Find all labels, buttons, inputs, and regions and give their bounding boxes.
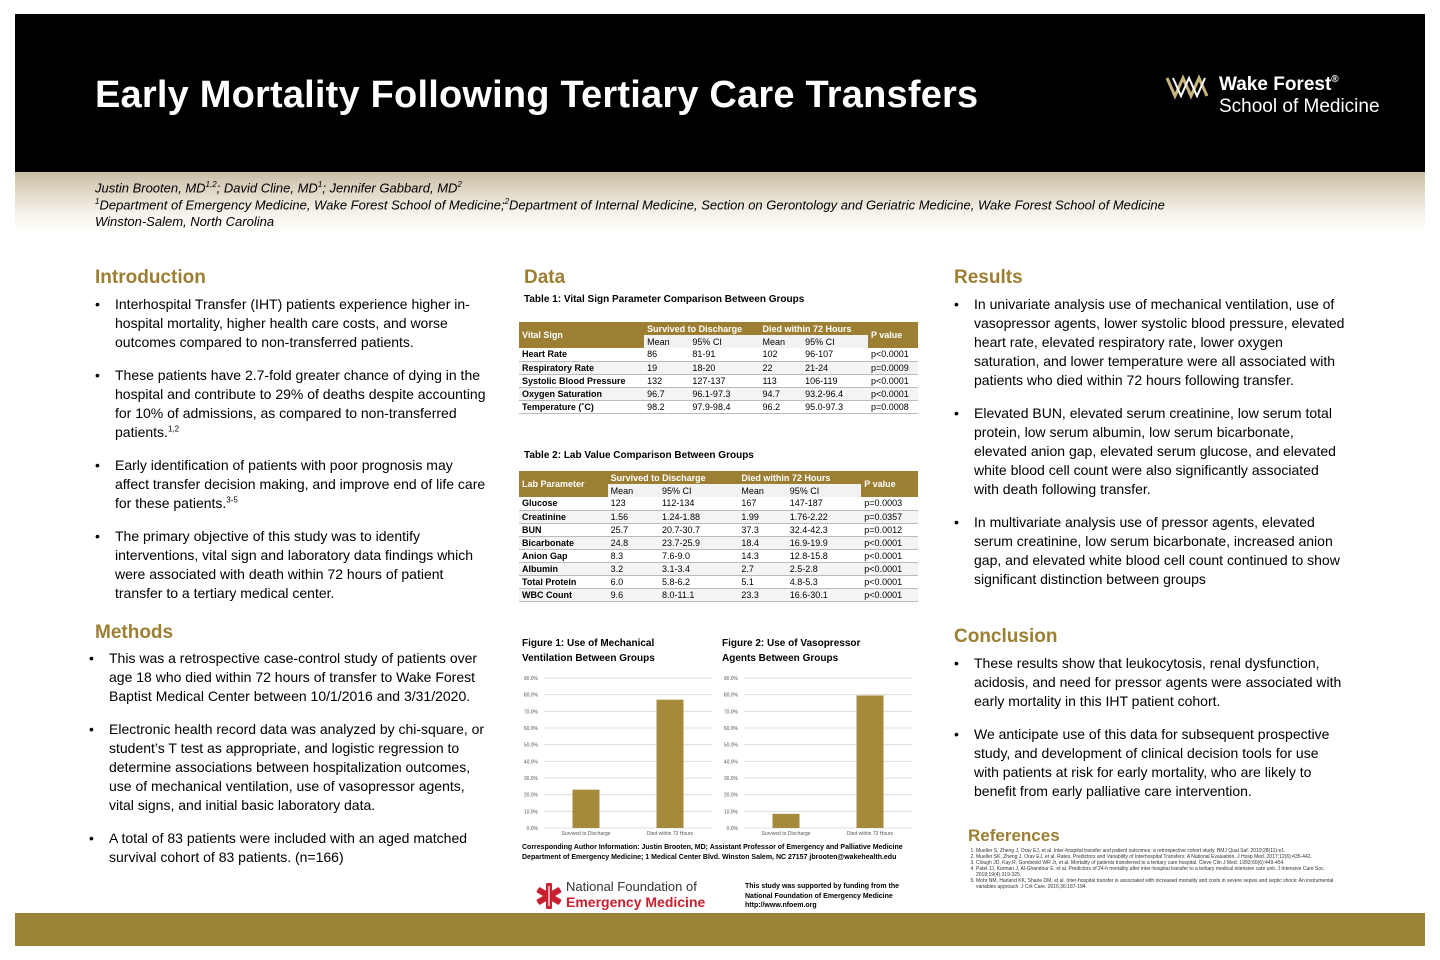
- table-row: [519, 549, 918, 562]
- table-cell: 81-91: [689, 348, 759, 361]
- table-cell: p<0.0001: [868, 387, 918, 400]
- y-tick-label: 20.0%: [723, 792, 738, 799]
- table-cell: 16.9-19.9: [787, 536, 862, 549]
- reference-item: 1. Mueller S, Zheng J, Orav EJ, et al. Inter-hospital transfer and patient outcomes: a retrospective cohort study. BMJ Qual Saf. 2019;28(11):e1.: [976, 848, 1342, 854]
- table-cell: 32.4-42.3: [787, 523, 862, 536]
- table-cell: 96.1-97.3: [689, 387, 759, 400]
- table-cell: 18-20: [689, 361, 759, 374]
- bar: [773, 814, 800, 828]
- affiliations: $^1$Department of Emergency Medicine, Wake Forest School of Medicine;$^2$Department of Internal Medicine, Section on Gerontology and Geriatric Medicine, Wake Forest School of Medicine: [95, 197, 1165, 213]
- table-cell: 8.0-11.1: [659, 588, 738, 601]
- table-group-header: Died within 72 Hours: [759, 322, 867, 335]
- y-tick-label: 10.0%: [523, 809, 538, 816]
- y-tick-label: 90.0%: [523, 676, 538, 682]
- table-row-label: Systolic Blood Pressure: [519, 374, 644, 387]
- methods-bullet: • This was a retrospective case-control study of patients over age 18 who died within 72 hours of transfer to Wake Forest Baptist Medical Center between 10/1/2016 and 3/31/2020.: [89, 649, 490, 706]
- conclusion-bullet: • These results show that leukocytosis, renal dysfunction, acidosis, and need for pressor agents were associated with early mortality in this IHT patient cohort.: [954, 654, 1346, 711]
- figure1-caption: Figure 1: Use of Mechanical Ventilation Between Groups: [522, 638, 655, 664]
- author-affiliation-number: 1,2: [205, 180, 217, 189]
- data-heading: Data: [524, 267, 566, 288]
- table-row: [519, 523, 918, 536]
- table-row: [519, 348, 918, 361]
- author-name: Jennifer Gabbard, MD: [329, 180, 458, 196]
- table-cell: p<0.0001: [861, 588, 918, 601]
- table-row: [519, 510, 918, 523]
- table-cell: 86: [644, 348, 689, 361]
- table-cell: 1.56: [608, 510, 659, 523]
- x-category-label: Survived to Discharge: [761, 831, 811, 837]
- author-band: [15, 172, 1425, 235]
- table-cell: 7.6-9.0: [659, 549, 738, 562]
- introduction-bullet: [95, 295, 490, 352]
- methods-bullet: • Electronic health record data was analyzed by chi-square, or student’s T test as appropriate, and logistic regression to determine associations between hospitalization outcomes, use of mechanical ventilation, use of vasopressor agents, vital signs, and initial basic laboratory data.: [89, 720, 490, 815]
- y-tick-label: 30.0%: [723, 776, 738, 782]
- table-row-label: Respiratory Rate: [519, 361, 644, 374]
- table-group-header: Survived to Discharge: [644, 322, 759, 335]
- y-tick-label: 90.0%: [723, 676, 738, 682]
- y-tick-label: 0.0%: [726, 826, 738, 832]
- y-tick-label: 40.0%: [723, 759, 738, 766]
- reference-item: 4. Patel JJ, Kurman J, Al-Ghandour E, et al. Predictors of 24-h mortality after inter-hospital transfer to a tertiary medical intensive care unit. J Intensive Care Soc. 2018;19(4):319-325.: [976, 866, 1342, 878]
- table-row: [519, 400, 918, 413]
- table-cell: 3.2: [608, 562, 659, 575]
- table-cell: 25.7: [608, 523, 659, 536]
- bar: [857, 696, 884, 829]
- poster-footer: [15, 913, 1425, 946]
- table-row-label: Albumin: [519, 562, 608, 575]
- results-bullet: • In univariate analysis use of mechanical ventilation, use of vasopressor agents, lower systolic blood pressure, elevated heart rate, elevated respiratory rate, lower oxygen saturation, and lower temperature were all associated with patients who died within 72 hours following transfer.: [954, 295, 1346, 390]
- table-cell: 6.0: [608, 575, 659, 588]
- bar: [573, 790, 600, 828]
- table-cell: 106-119: [802, 374, 868, 387]
- bullet-text: These patients have 2.7-fold greater chance of dying in the hospital and contribute to 29% of deaths despite accounting for 10% of admissions, as compared to non-transferred patients.: [115, 367, 486, 440]
- table-cell: 132: [644, 374, 689, 387]
- table-cell: p=0.0003: [861, 497, 918, 510]
- table-cell: 167: [738, 497, 786, 510]
- corresponding-author: Corresponding Author Information: Justin Brooten, MD; Assistant Professor of Emergency and Palliative Medicine Department of Emergency Medicine; 1 Medical Center Blvd. Winston Salem, NC 27157 jbrooten@wakehealth.edu: [522, 844, 903, 861]
- table-cell: 8.3: [608, 549, 659, 562]
- methods-list: [89, 649, 490, 867]
- references-section: [962, 848, 1342, 890]
- table-cell: 113: [759, 374, 802, 387]
- bullet-text: Early identification of patients with poor prognosis may affect transfer decision making, and improve end of life care for these patients.: [115, 457, 486, 511]
- table-cell: 2.5-2.8: [787, 562, 862, 575]
- conclusion-section: [954, 654, 1346, 815]
- y-tick-label: 40.0%: [523, 759, 538, 766]
- y-tick-label: 50.0%: [723, 742, 738, 749]
- table-row: [519, 536, 918, 549]
- table-cell: p<0.0001: [861, 562, 918, 575]
- table-row-label: Heart Rate: [519, 348, 644, 361]
- table-row-label: Anion Gap: [519, 549, 608, 562]
- lab-value-table: [519, 471, 918, 602]
- y-tick-label: 70.0%: [523, 709, 538, 716]
- table-row-label: BUN: [519, 523, 608, 536]
- table-cell: 5.8-6.2: [659, 575, 738, 588]
- table-cell: 2.7: [738, 562, 786, 575]
- table-pvalue-header: P value: [861, 471, 918, 497]
- y-tick-label: 80.0%: [723, 692, 738, 699]
- table-row: [519, 387, 918, 400]
- table-first-column-header: Lab Parameter: [519, 471, 608, 497]
- table-row: [519, 588, 918, 601]
- table-subheader: 95% CI: [689, 335, 759, 348]
- table-cell: 20.7-30.7: [659, 523, 738, 536]
- table-cell: 112-134: [659, 497, 738, 510]
- table-cell: 96.2: [759, 400, 802, 413]
- table1-caption: Table 1: Vital Sign Parameter Comparison Between Groups: [524, 294, 805, 305]
- results-section: [954, 295, 1346, 603]
- introduction-bullet: [95, 527, 490, 603]
- table-row: [519, 497, 918, 510]
- table-row-label: Total Protein: [519, 575, 608, 588]
- funding-note: This study was supported by funding from the National Foundation of Emergency Medicine http://www.nfoem.org: [745, 883, 900, 909]
- table-cell: 18.4: [738, 536, 786, 549]
- citation-superscript: 3-5: [226, 495, 238, 505]
- x-category-label: Died within 72 Hours: [646, 831, 694, 837]
- y-tick-label: 60.0%: [523, 726, 538, 732]
- vasopressor-bar-chart: [716, 670, 916, 842]
- conclusion-heading: Conclusion: [954, 626, 1058, 647]
- conclusion-list: [954, 654, 1346, 801]
- introduction-section: [95, 295, 490, 617]
- star-of-life-icon: [536, 881, 562, 911]
- methods-section: [89, 649, 490, 881]
- results-bullet: • Elevated BUN, elevated serum creatinine, low serum total protein, low serum albumin, low serum bicarbonate, elevated anion gap, elevated serum glucose, and elevated white blood cell count were also significantly associated with death following transfer.: [954, 404, 1346, 499]
- table-row-label: Glucose: [519, 497, 608, 510]
- table-cell: 96-107: [802, 348, 868, 361]
- table-subheader: Mean: [644, 335, 689, 348]
- introduction-bullet: [95, 456, 490, 513]
- table-pvalue-header: P value: [868, 322, 918, 348]
- table-subheader: 95% CI: [659, 484, 738, 497]
- logo-line-1: Wake Forest®: [1219, 74, 1339, 95]
- vital-sign-table: [519, 322, 918, 414]
- table-group-header: Survived to Discharge: [608, 471, 739, 484]
- table-row-label: Creatinine: [519, 510, 608, 523]
- table-cell: 96.7: [644, 387, 689, 400]
- table-cell: p<0.0001: [861, 575, 918, 588]
- table-row-label: Bicarbonate: [519, 536, 608, 549]
- table-cell: 98.2: [644, 400, 689, 413]
- references-list: [962, 848, 1342, 890]
- table-cell: p<0.0001: [868, 348, 918, 361]
- figure2-caption: Figure 2: Use of Vasopressor Agents Between Groups: [722, 638, 861, 664]
- author-name: David Cline, MD: [223, 180, 318, 196]
- nfem-line-2: Emergency Medicine: [566, 894, 706, 910]
- table-subheader: 95% CI: [787, 484, 862, 497]
- results-bullet: • In multivariate analysis use of pressor agents, elevated serum creatinine, low serum bicarbonate, increased anion gap, and elevated white blood cell count continued to show significant distinction between groups: [954, 513, 1346, 589]
- table-cell: 102: [759, 348, 802, 361]
- ventilation-bar-chart: [516, 670, 716, 842]
- y-tick-label: 0.0%: [526, 826, 538, 832]
- table-subheader: 95% CI: [802, 335, 868, 348]
- table-subheader: Mean: [608, 484, 659, 497]
- table-cell: 23.7-25.9: [659, 536, 738, 549]
- table-subheader: Mean: [738, 484, 786, 497]
- table-cell: 1.99: [738, 510, 786, 523]
- reference-item: 2. Mueller SK, Zheng J, Orav EJ, et al. Rates, Predictors and Variability of Interhospital Transfers: A National Evaluation. J Hosp Med. 2017;12(6):435-442.: [976, 854, 1342, 860]
- reference-item: 5. Mohr NM, Harland KK, Shane DM, et al. Inter-hospital transfer is associated with increased mortality and costs in severe sepsis and septic shock: An instrumental variables approach. J Crit Care. 2016;36:187-194.: [976, 878, 1342, 890]
- poster-header: [15, 14, 1425, 172]
- bullet-text: Interhospital Transfer (IHT) patients experience higher in-hospital mortality, higher health care costs, and worse outcomes compared to non-transferred patients.: [115, 296, 470, 350]
- table-cell: 12.8-15.8: [787, 549, 862, 562]
- introduction-bullet: [95, 366, 490, 442]
- table-row: [519, 575, 918, 588]
- author-affiliation-number: 2: [457, 180, 462, 189]
- references-heading: References: [968, 826, 1060, 845]
- table-cell: 19: [644, 361, 689, 374]
- table-row: [519, 361, 918, 374]
- table-cell: p<0.0001: [868, 374, 918, 387]
- author-affiliation-number: 1: [317, 180, 323, 189]
- table-cell: p=0.0008: [868, 400, 918, 413]
- table-row: [519, 374, 918, 387]
- introduction-list: [95, 295, 490, 603]
- table-cell: 123: [608, 497, 659, 510]
- poster-title: Early Mortality Following Tertiary Care Transfers: [95, 74, 979, 116]
- y-tick-label: 20.0%: [523, 792, 538, 799]
- methods-bullet: • A total of 83 patients were included with an aged matched survival cohort of 83 patients. (n=166): [89, 829, 490, 867]
- table-cell: 1.76-2.22: [787, 510, 862, 523]
- table-cell: 1.24-1.88: [659, 510, 738, 523]
- table-cell: 37.3: [738, 523, 786, 536]
- table-first-column-header: Vital Sign: [519, 322, 644, 348]
- table-cell: 94.7: [759, 387, 802, 400]
- table-row-label: Oxygen Saturation: [519, 387, 644, 400]
- bar: [657, 700, 684, 828]
- table-group-header: Died within 72 Hours: [738, 471, 861, 484]
- table-row: [519, 562, 918, 575]
- results-heading: Results: [954, 267, 1023, 288]
- x-category-label: Died within 72 Hours: [846, 831, 894, 837]
- logo-line-2: School of Medicine: [1219, 96, 1380, 117]
- table-cell: 93.2-96.4: [802, 387, 868, 400]
- table-cell: 4.8-5.3: [787, 575, 862, 588]
- y-tick-label: 80.0%: [523, 692, 538, 699]
- author-name: Justin Brooten, MD: [95, 180, 206, 196]
- wake-forest-emblem-icon: [1165, 74, 1213, 100]
- wake-forest-logo: [1165, 70, 1405, 130]
- table-cell: 95.0-97.3: [802, 400, 868, 413]
- table-cell: 21-24: [802, 361, 868, 374]
- introduction-heading: Introduction: [95, 267, 206, 288]
- table-cell: 23.3: [738, 588, 786, 601]
- x-category-label: Survived to Discharge: [561, 831, 611, 837]
- table-cell: 97.9-98.4: [689, 400, 759, 413]
- table-cell: p<0.0001: [861, 549, 918, 562]
- table-cell: p=0.0009: [868, 361, 918, 374]
- table-cell: 3.1-3.4: [659, 562, 738, 575]
- table-subheader: Mean: [759, 335, 802, 348]
- table-cell: 24.8: [608, 536, 659, 549]
- author-separator: ;: [322, 180, 330, 196]
- table-row-label: Temperature (˚C): [519, 400, 644, 413]
- table-cell: 16.6-30.1: [787, 588, 862, 601]
- table-cell: 9.6: [608, 588, 659, 601]
- y-tick-label: 10.0%: [723, 809, 738, 816]
- table2-caption: Table 2: Lab Value Comparison Between Groups: [524, 450, 754, 461]
- table-cell: p=0.0357: [861, 510, 918, 523]
- conclusion-bullet: • We anticipate use of this data for subsequent prospective study, and development of clinical decision tools for use with patients at risk for early mortality, who are likely to benefit from early palliative care intervention.: [954, 725, 1346, 801]
- table-cell: 5.1: [738, 575, 786, 588]
- nfem-line-1: National Foundation of: [566, 879, 697, 894]
- table-cell: p<0.0001: [861, 536, 918, 549]
- citation-superscript: 1,2: [167, 424, 180, 434]
- reference-item: 3. Clough JD, Kay R, Gombeski WR Jr, et al. Mortality of patients transferred to a tertiary care hospital. Cleve Clin J Med. 1993;60(6):449-454.: [976, 860, 1342, 866]
- author-names: [95, 180, 462, 195]
- table-cell: 14.3: [738, 549, 786, 562]
- y-tick-label: 50.0%: [523, 742, 538, 749]
- table-cell: 127-137: [689, 374, 759, 387]
- table-cell: p=0.0012: [861, 523, 918, 536]
- y-tick-label: 60.0%: [723, 726, 738, 732]
- results-list: [954, 295, 1346, 589]
- y-tick-label: 70.0%: [723, 709, 738, 716]
- nfem-logo: [536, 879, 736, 913]
- location: Winston-Salem, North Carolina: [95, 214, 275, 229]
- methods-heading: Methods: [95, 622, 174, 643]
- table-row-label: WBC Count: [519, 588, 608, 601]
- y-tick-label: 30.0%: [523, 776, 538, 782]
- bullet-text: The primary objective of this study was to identify interventions, vital sign and laboratory data findings which were associated with death within 72 hours of patient transfer to a tertiary medical center.: [115, 528, 473, 601]
- table-cell: 22: [759, 361, 802, 374]
- table-cell: 147-187: [787, 497, 862, 510]
- author-separator: ;: [216, 180, 224, 196]
